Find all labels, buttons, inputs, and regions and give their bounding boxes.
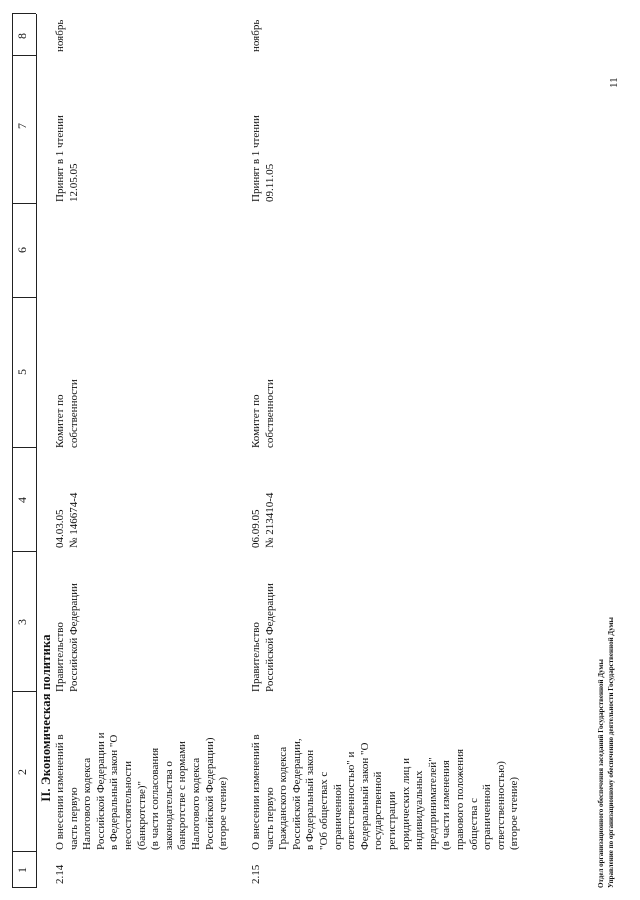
row-number: 2.14 bbox=[54, 864, 66, 884]
header-separator bbox=[12, 13, 36, 14]
page-number: 11 bbox=[608, 77, 620, 88]
rotated-table-sheet bbox=[12, 8, 630, 888]
registration: 04.03.05 № 146674-4 bbox=[54, 492, 80, 548]
table-top-border bbox=[12, 14, 13, 888]
registration: 06.09.05 № 213410-4 bbox=[250, 492, 276, 548]
column-number-6: 6 bbox=[15, 247, 29, 253]
planned-month: ноябрь bbox=[54, 19, 66, 52]
column-number-4: 4 bbox=[15, 497, 29, 503]
planned-month: ноябрь bbox=[250, 19, 262, 52]
section-title: II. Экономическая политика bbox=[39, 634, 53, 802]
bill-title: О внесении изменений в часть первую Гражданского кодекса Российской Федерации, в Федеральный закон "Об обществах с ограниченной ответственностью" и Федеральный закон "О государственной регистрации юридических лиц и индивидуальных предпринимателей" (в части изменения правового положения общества с ограниченной ответственностью) (второе чтение) bbox=[250, 734, 521, 850]
column-number-1: 1 bbox=[15, 867, 29, 873]
header-separator bbox=[12, 887, 36, 888]
header-separator bbox=[12, 297, 36, 298]
status: Принят в 1 чтении 09.11.05 bbox=[250, 115, 276, 202]
committee: Комитет по собственности bbox=[54, 379, 80, 448]
bill-title: О внесении изменений в часть первую Налогового кодекса Российской Федерации и в Федеральный закон "О несостоятельности (банкротстве)" (в части согласования законодательства о банкротстве с нормами Налогового кодекса Российской Федерации) (второе чтение) bbox=[54, 732, 230, 850]
header-separator bbox=[12, 551, 36, 552]
column-number-2: 2 bbox=[15, 769, 29, 775]
initiator: Правительство Российской Федерации bbox=[54, 583, 80, 692]
header-separator bbox=[12, 203, 36, 204]
column-number-5: 5 bbox=[15, 369, 29, 375]
column-number-8: 8 bbox=[15, 33, 29, 39]
header-separator bbox=[12, 55, 36, 56]
table-header-bottom-border bbox=[36, 14, 37, 888]
row-number: 2.15 bbox=[250, 864, 262, 884]
plan-table bbox=[12, 8, 630, 888]
committee: Комитет по собственности bbox=[250, 379, 276, 448]
footer-directorate: Управление по организационному обеспечению деятельности Государственной Думы bbox=[607, 617, 615, 888]
header-separator bbox=[12, 447, 36, 448]
status: Принят в 1 чтении 12.05.05 bbox=[54, 115, 80, 202]
header-separator bbox=[12, 691, 36, 692]
header-separator bbox=[12, 851, 36, 852]
column-number-7: 7 bbox=[15, 123, 29, 129]
initiator: Правительство Российской Федерации bbox=[250, 583, 276, 692]
column-number-3: 3 bbox=[15, 619, 29, 625]
footer-department: Отдел организационного обеспечения заседаний Государственной Думы bbox=[597, 659, 605, 888]
